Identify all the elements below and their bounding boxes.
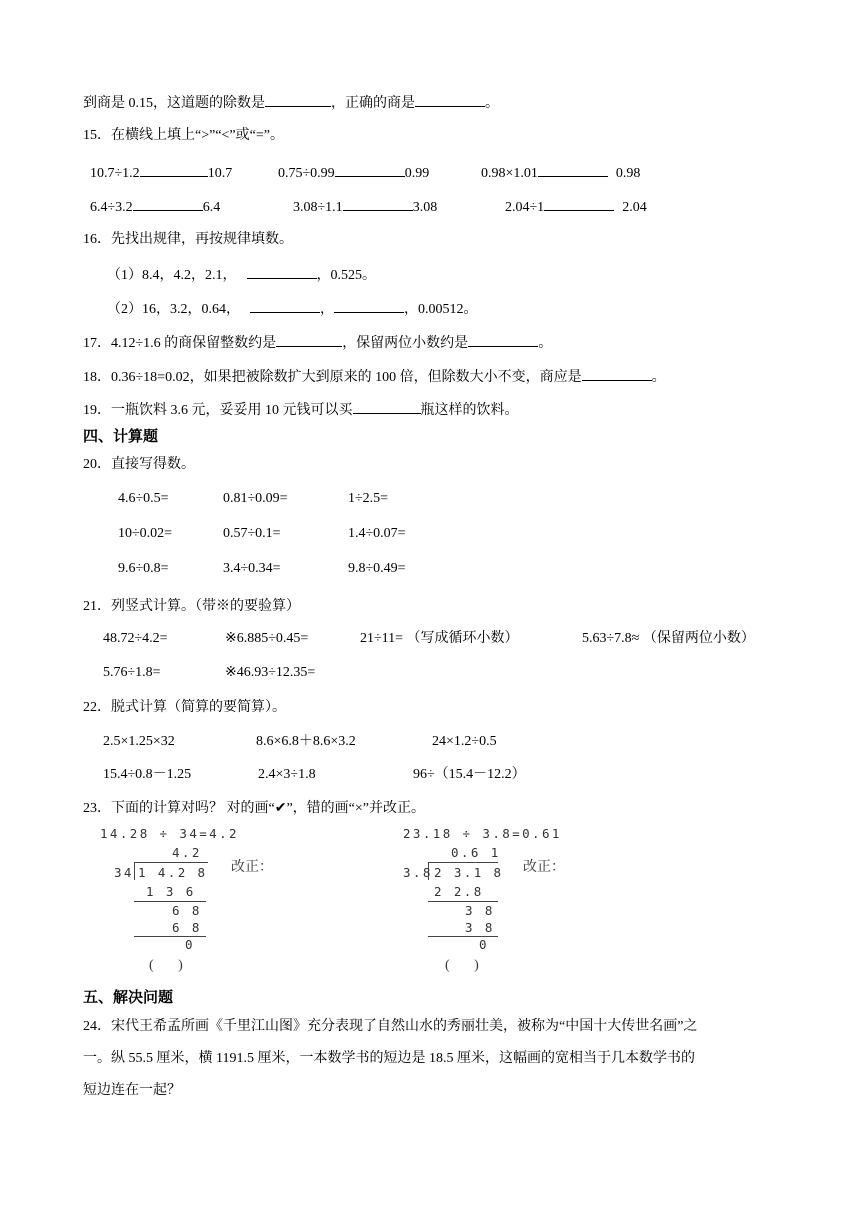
division-bracket-side bbox=[134, 862, 135, 880]
answer-blank[interactable] bbox=[415, 92, 485, 107]
division-dividend: 1 4.2 8 bbox=[138, 865, 208, 880]
q16-part2: （2）16，3.2，0.64， ， ，0.00512。 bbox=[107, 298, 478, 319]
q20-item: 9.6÷0.8= bbox=[118, 561, 169, 576]
division-step: 3 8 bbox=[465, 920, 495, 935]
answer-blank[interactable] bbox=[133, 196, 203, 211]
q22-item: 2.5×1.25×32 bbox=[103, 734, 175, 749]
q20-item: 0.81÷0.09= bbox=[223, 491, 288, 506]
q20-item: 9.8÷0.49= bbox=[348, 561, 406, 576]
q21-item: 21÷11= （写成循环小数） bbox=[360, 631, 519, 646]
division-step: 1 3 6 bbox=[146, 884, 196, 899]
answer-blank[interactable] bbox=[334, 298, 404, 313]
q22-item: 8.6×6.8＋8.6×3.2 bbox=[256, 734, 356, 749]
question-17: 17．4.12÷1.6 的商保留整数约是 ，保留两位小数约是 。 bbox=[83, 332, 552, 353]
question-22-stem: 22．脱式计算（简算的要简算）。 bbox=[83, 700, 286, 715]
section-heading-5: 五、解决问题 bbox=[83, 988, 174, 1006]
correction-label: 改正： bbox=[231, 860, 273, 875]
q21-item: 5.63÷7.8≈ （保留两位小数） bbox=[582, 631, 755, 646]
division-line bbox=[134, 936, 206, 937]
q14-line: 到商是 0.15，这道题的除数是 ，正确的商是 。 bbox=[83, 92, 499, 113]
judgement-paren[interactable]: ( ) bbox=[445, 958, 479, 973]
correction-label: 改正： bbox=[523, 860, 565, 875]
q15-row1-a: 10.7÷1.2 10.7 bbox=[90, 162, 232, 183]
division-dividend: 2 3.1 8 bbox=[434, 865, 504, 880]
q21-item: ※46.93÷12.35= bbox=[225, 665, 316, 680]
division-bracket-top bbox=[428, 862, 498, 863]
question-20-stem: 20．直接写得数。 bbox=[83, 457, 195, 472]
division-step: 6 8 bbox=[172, 920, 202, 935]
q21-item: ※6.885÷0.45= bbox=[225, 631, 309, 646]
q21-item: 48.72÷4.2= bbox=[103, 631, 168, 646]
answer-blank[interactable] bbox=[582, 366, 652, 381]
q21-item: 5.76÷1.8= bbox=[103, 665, 161, 680]
q15-row2-a: 6.4÷3.2 6.4 bbox=[90, 196, 220, 217]
answer-blank[interactable] bbox=[250, 298, 320, 313]
division-divisor: 3.8 bbox=[403, 865, 433, 880]
division-equation: 14.28 ÷ 34=4.2 bbox=[100, 826, 239, 841]
q20-item: 0.57÷0.1= bbox=[223, 526, 281, 541]
division-quotient: 0.6 1 bbox=[451, 845, 501, 860]
q22-item: 15.4÷0.8－1.25 bbox=[103, 767, 192, 782]
question-16-stem: 16．先找出规律，再按规律填数。 bbox=[83, 232, 293, 247]
division-step: 2 2.8 bbox=[434, 884, 484, 899]
question-18: 18．0.36÷18=0.02，如果把被除数扩大到原来的 100 倍，但除数大小不变，商应是 。 bbox=[83, 366, 666, 387]
division-step: 6 8 bbox=[172, 903, 202, 918]
question-15-stem: 15．在横线上填上“>”“<”或“=”。 bbox=[83, 128, 284, 143]
division-bracket-top bbox=[134, 862, 208, 863]
division-equation: 23.18 ÷ 3.8=0.61 bbox=[403, 826, 562, 841]
answer-blank[interactable] bbox=[335, 162, 405, 177]
answer-blank[interactable] bbox=[468, 332, 538, 347]
q20-item: 1.4÷0.07= bbox=[348, 526, 406, 541]
question-21-stem: 21．列竖式计算。（带※的要验算） bbox=[83, 599, 300, 614]
q20-item: 3.4÷0.34= bbox=[223, 561, 281, 576]
q16-part1: （1）8.4，4.2，2.1， ，0.525。 bbox=[107, 264, 376, 285]
answer-blank[interactable] bbox=[247, 264, 317, 279]
answer-blank[interactable] bbox=[544, 196, 614, 211]
q20-item: 4.6÷0.5= bbox=[118, 491, 169, 506]
q20-item: 10÷0.02= bbox=[118, 526, 173, 541]
answer-blank[interactable] bbox=[265, 92, 331, 107]
q15-row1-b: 0.75÷0.99 0.99 bbox=[278, 162, 429, 183]
question-24-line: 一。纵 55.5 厘米，横 1191.5 厘米，一本数学书的短边是 18.5 厘米，这幅画的宽相当于几本数学书的 bbox=[83, 1051, 695, 1066]
q15-row2-c: 2.04÷1 2.04 bbox=[505, 196, 647, 217]
answer-blank[interactable] bbox=[343, 196, 413, 211]
division-step: 0 bbox=[479, 937, 489, 952]
division-step: 3 8 bbox=[465, 903, 495, 918]
question-19: 19．一瓶饮料 3.6 元，妥妥用 10 元钱可以买 瓶这样的饮料。 bbox=[83, 399, 519, 420]
q20-item: 1÷2.5= bbox=[348, 491, 389, 506]
division-step: 0 bbox=[185, 937, 195, 952]
q22-item: 24×1.2÷0.5 bbox=[432, 734, 497, 749]
q22-item: 96÷（15.4－12.2） bbox=[413, 767, 526, 782]
question-24-line: 短边连在一起？ bbox=[83, 1083, 181, 1098]
section-heading-4: 四、计算题 bbox=[83, 427, 159, 445]
q15-row2-b: 3.08÷1.1 3.08 bbox=[293, 196, 437, 217]
answer-blank[interactable] bbox=[353, 399, 421, 414]
answer-blank[interactable] bbox=[276, 332, 342, 347]
division-line bbox=[428, 901, 498, 902]
answer-blank[interactable] bbox=[140, 162, 208, 177]
answer-blank[interactable] bbox=[538, 162, 608, 177]
judgement-paren[interactable]: ( ) bbox=[149, 958, 183, 973]
division-line bbox=[134, 901, 206, 902]
question-23-stem: 23．下面的计算对吗？ 对的画“✔”，错的画“×”并改正。 bbox=[83, 801, 425, 816]
q22-item: 2.4×3÷1.8 bbox=[258, 767, 316, 782]
division-quotient: 4.2 bbox=[172, 845, 202, 860]
division-divisor: 34 bbox=[114, 865, 134, 880]
question-24-line: 24．宋代王希孟所画《千里江山图》充分表现了自然山水的秀丽壮美，被称为“中国十大传世名画”之 bbox=[83, 1019, 698, 1034]
q15-row1-c: 0.98×1.01 0.98 bbox=[481, 162, 640, 183]
